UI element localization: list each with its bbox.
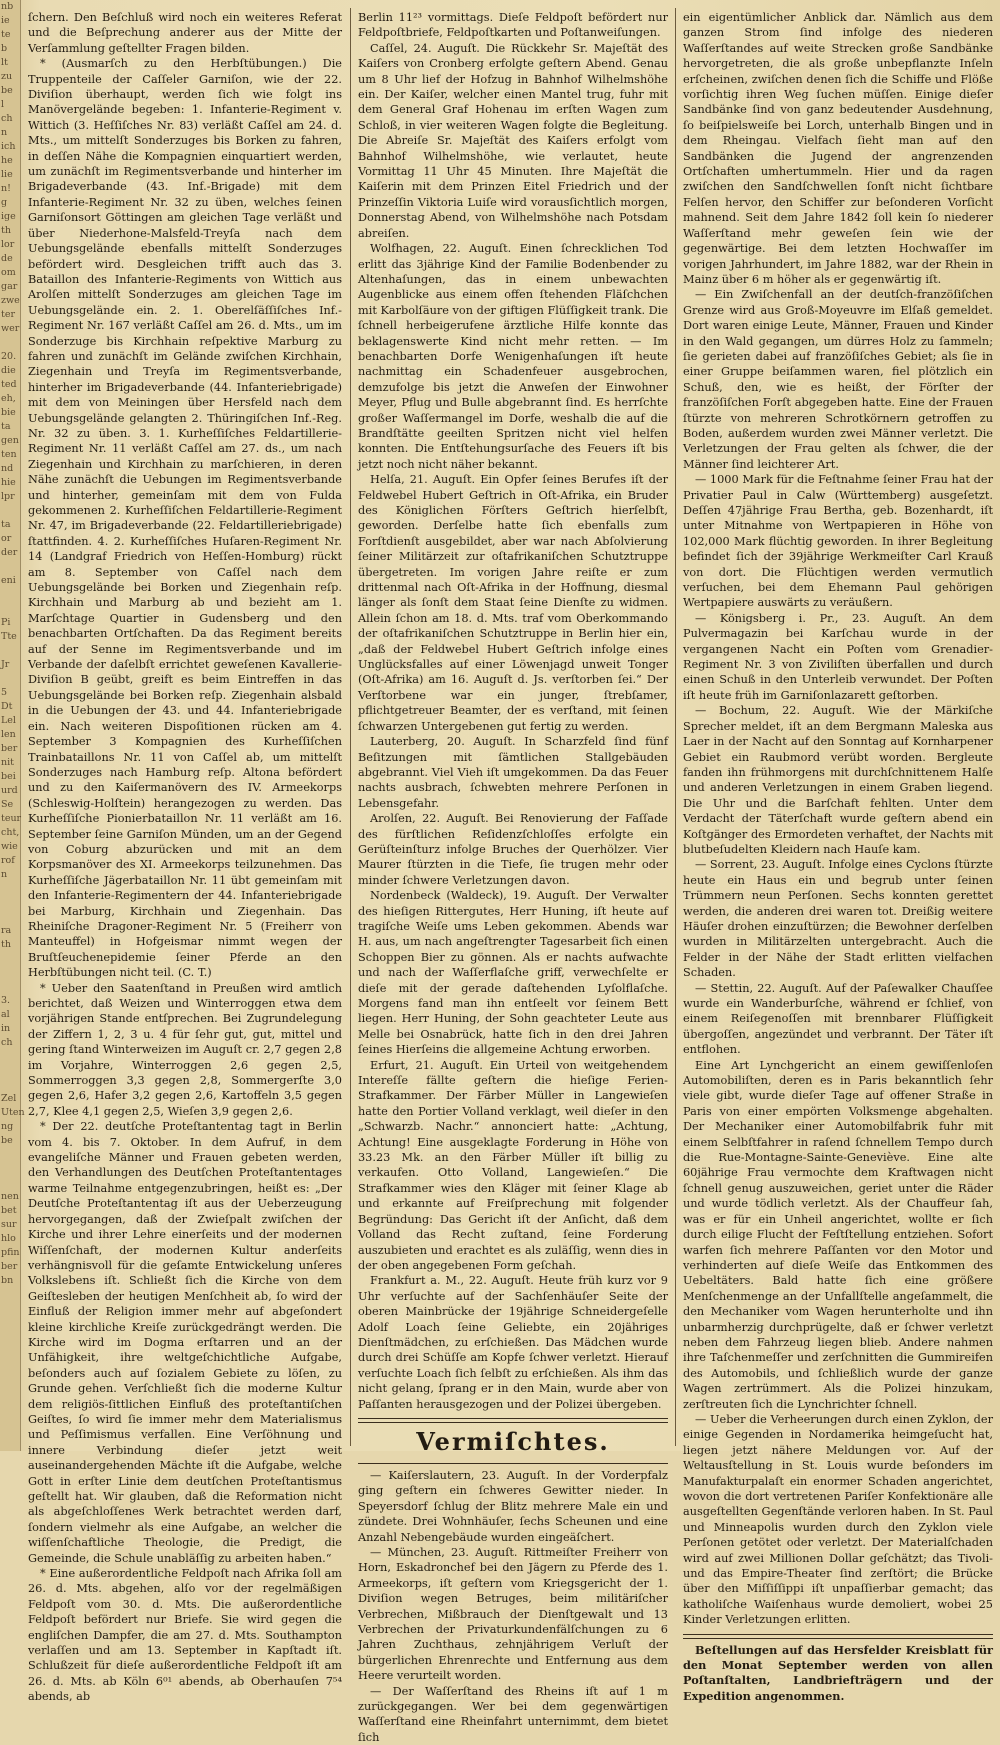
section-title-vermischtes: Vermiſchtes. xyxy=(416,1426,610,1456)
margin-fragment: bet xyxy=(1,1205,17,1216)
margin-fragment xyxy=(0,1162,20,1176)
margin-fragment: lor xyxy=(1,239,15,250)
margin-fragment: ich xyxy=(1,141,16,152)
margin-fragment: nb xyxy=(1,1,14,12)
margin-fragment xyxy=(0,1050,20,1064)
article-paragraph: ſchern. Den Beſchluß wird noch ein weiteres Referat und die Beſprechung anderer aus der Mitte der Verſammlung geſtellter Fragen bilden. xyxy=(28,11,342,55)
margin-fragment: be xyxy=(1,1135,13,1146)
margin-fragment: eh, xyxy=(1,393,16,404)
margin-fragment: he xyxy=(1,155,13,166)
margin-fragment xyxy=(0,882,20,896)
article-paragraph: Caſſel, 24. Auguſt. Die Rückkehr Sr. Majeſtät des Kaiſers von Cronberg erfolgte geſtern Abend. Genau um 8 Uhr lief der Hofzug in Bahnhof Wilhelmshöhe ein. Der Kaiſer, welcher einen Mantel trug, fuhr mit dem General Graf Hohenau im erſten Wagen zum Schloß, in vier weiteren Wagen folgte die Begleitung. Die Abreiſe Sr. Majeſtät des Kaiſers erfolgt vom Bahnhof Wilhelmshöhe, wie verlautet, heute Vormittag 11 Uhr 45 Minuten. Ihre Majeſtät die Kaiſerin mit dem Prinzen Eitel Friedrich und der Prinzeſſin Viktoria Luiſe wird vorausſichtlich morgen, Donnerstag Abend, von Wilhelmshöhe nach Potsdam abreiſen. xyxy=(358,41,668,240)
article-paragraph: * Eine außerordentliche Feldpoſt nach Afrika ſoll am 26. d. Mts. abgehen, alſo vor der regelmäßigen Feldpoſt vom 30. d. Mts. Die außerordentliche Feldpoſt befördert nur Briefe. Sie wird gegen die engliſchen Dampfer, die am 27. d. Mts. Southampton verlaſſen und am 13. September in Kapſtadt iſt. Schlußzeit für dieſe außerordentliche Feldpoſt iſt am 26. d. Mts. ab Köln 6⁰¹ abends, ab Oberhauſen 7⁵⁴ abends, ab xyxy=(28,1567,342,1704)
article-paragraph: — Sorrent, 23. Auguſt. Infolge eines Cyclons ſtürzte heute ein Haus ein und begrub unter ſeinen Trümmern neun Perſonen. Sechs konnten gerettet werden, die anderen drei waren tot. Dreißig weitere Häuſer drohen einzuſtürzen; die Bewohner derſelben wurden in Militärzelten untergebracht. Auch die Felder in der Nähe der Stadt erlitten vielfachen Schaden. xyxy=(683,858,993,980)
margin-fragment: rof xyxy=(1,855,15,866)
article-paragraph: Erfurt, 21. Auguſt. Ein Urteil von weitgehendem Intereſſe fällte geſtern die hieſige Ferien-Strafkammer. Der Färber Müller in Langewieſen hatte den Portier Volland verklagt, weil dieſer in den „Schwarzb. Nachr.“ annonciert hatte: „Achtung, Achtung! Eine ausgeklagte Forderung in Höhe von 33.23 Mk. an den Färber Müller iſt billig zu verkaufen. Otto Volland, Langewieſen.“ Die Strafkammer wies den Kläger mit ſeiner Klage ab und erkannte auf Freiſprechung mit folgender Begründung: Das Gericht iſt der Anſicht, daß dem Volland das Recht zuſtand, ſeine Forderung auszubieten und erachtet es als zuläſſig, wenn dies in der oben angegebenen Form geſchah. xyxy=(358,1058,668,1272)
margin-fragment: n! xyxy=(1,183,11,194)
margin-fragment: bn xyxy=(1,1275,14,1286)
margin-fragment: Dt xyxy=(1,701,13,712)
margin-fragment: Se xyxy=(1,799,14,810)
margin-fragment: 20. xyxy=(1,351,17,362)
margin-fragment: de xyxy=(1,253,13,264)
margin-fragment: ige xyxy=(1,211,16,222)
margin-fragment: zwe xyxy=(1,295,20,306)
margin-fragment: n xyxy=(1,127,8,138)
notice-divider xyxy=(683,1634,993,1639)
margin-fragment: bei xyxy=(1,771,16,782)
margin-fragment: Jr xyxy=(1,659,10,670)
article-paragraph: — Kaiſerslautern, 23. Auguſt. In der Vorderpfalz ging geſtern ein ſchweres Gewitter nieder. In Speyersdorf ſchlug der Blitz mehrere Male ein und zündete. Drei Wohnhäuſer, ſechs Scheunen und eine Anzahl Nebengebäude wurden eingeäſchert. xyxy=(358,1468,668,1544)
margin-fragment: Pi xyxy=(1,617,11,628)
margin-fragment xyxy=(0,504,20,518)
article-paragraph: Nordenbeck (Waldeck), 19. Auguſt. Der Verwalter des hieſigen Rittergutes, Herr Huning, iſt heute auf tragiſche Weiſe ums Leben gekommen. Abends war H. aus, um nach angeſtrengter Tagesarbeit ſich einen Schoppen Bier zu gönnen. Als er nachts aufwachte und nach der Waſſerflaſche griff, verwechſelte er dieſe mit der gerade daſtehenden Lyſolflaſche. Morgens fand man ihn entſeelt vor ſeinem Bett liegen. Herr Huning, der Sohn geachteter Leute aus Melle bei Osnabrück, hatte ſich in den drei Jahren ſeines Hierſeins die allgemeine Achtung erworben. xyxy=(358,889,668,1057)
margin-fragment: be xyxy=(1,85,13,96)
margin-fragment: Zel xyxy=(1,1093,17,1104)
article-paragraph: — Königsberg i. Pr., 23. Auguſt. An dem Pulvermagazin bei Karſchau wurde in der vergangenen Nacht ein Poſten vom Grenadier-Regiment Nr. 3 von Ziviliſten überfallen und durch einen Schuß in den Unterleib verwundet. Der Poſten iſt heute früh im Garniſonlazarett geſtorben. xyxy=(683,611,993,702)
margin-fragment: ie xyxy=(1,15,10,26)
article-paragraph: — Der Waſſerſtand des Rheins iſt auf 1 m zurückgegangen. Wer bei dem gegenwärtigen Waſſerſtand eine Rheinfahrt unternimmt, dem bietet ſich xyxy=(358,1684,668,1744)
margin-fragment xyxy=(0,1148,20,1162)
margin-fragment xyxy=(0,560,20,574)
margin-fragment: gar xyxy=(1,281,18,292)
margin-fragment: ten xyxy=(1,449,17,460)
margin-fragment: g xyxy=(1,197,8,208)
margin-fragment: ch xyxy=(1,113,13,124)
margin-fragment: sur xyxy=(1,1219,17,1230)
margin-fragment: ted xyxy=(1,379,17,390)
margin-fragment: die xyxy=(1,365,16,376)
margin-fragment xyxy=(0,980,20,994)
margin-fragment: ber xyxy=(1,743,18,754)
margin-fragment: om xyxy=(1,267,16,278)
margin-fragment: teur xyxy=(1,813,22,824)
adjacent-page-margin xyxy=(0,0,25,1451)
column-3-news xyxy=(683,10,993,1628)
margin-fragment: lpr xyxy=(1,491,15,502)
margin-fragment: wie xyxy=(1,841,18,852)
article-paragraph: — Stettin, 22. Auguſt. Auf der Paſewalker Chauſſee wurde ein Wanderburſche, während er ſchlief, von einem Reiſegenoſſen mit brennbarer Flüſſigkeit übergoſſen, angezündet und verbrannt. Der Täter iſt entflohen. xyxy=(683,981,993,1057)
column-3 xyxy=(683,10,993,1703)
margin-fragment: Tte xyxy=(1,631,17,642)
article-paragraph: Helſa, 21. Auguſt. Ein Opfer ſeines Berufes iſt der Feldwebel Hubert Geſtrich in Oſt-Afrika, ein Bruder des Königlichen Förſters Geſtrich hierſelbſt, geworden. Derſelbe hatte ſich ebenfalls zum Forſtdienſt ausgebildet, aber war nach Abſolvierung ſeiner Militärzeit zur oſtafrikaniſchen Schutztruppe übergetreten. Im vorigen Jahre reiſte er zum drittenmal nach Oſt-Afrika in der Hoffnung, diesmal länger als ſonſt dem Staat ſeine Dienſte zu widmen. Allein ſchon am 18. d. Mts. traf vom Oberkommando der oſtafrikaniſchen Schutztruppe in Berlin hier ein, „daß der Feldwebel Hubert Geſtrich infolge eines Unglücksfalles auf einer Löwenjagd unweit Tonger (Oſt-Afrika) am 16. Auguſt d. Js. verſtorben ſei.“ Der Verſtorbene war ein junger, ſtrebſamer, pflichtgetreuer Beamter, der es verſtand, mit ſeinen ſchwarzen Untergebenen gut fertig zu werden. xyxy=(358,473,668,733)
margin-fragment xyxy=(0,602,20,616)
margin-fragment xyxy=(0,336,20,350)
margin-fragment: der xyxy=(1,547,18,558)
margin-fragment: eni xyxy=(1,575,16,586)
article-paragraph: — Ueber die Verheerungen durch einen Zyklon, der einige Gegenden in Nordamerika heimgeſucht hat, liegen jetzt nähere Meldungen vor. Auf der Weltausſtellung in St. Louis wurde beſonders im Manufakturpalaſt ein enormer Schaden angerichtet, wovon die dort vertretenen Pariſer Konfektionäre alle ausgeſtellten Gegenſtände verloren haben. In St. Paul und Minneapolis wurden durch den Zyklon viele Perſonen getötet oder verletzt. Der Materialſchaden wird auf zwei Millionen Dollar geſchätzt; das Tivoli- und das Empire-Theater ſind zerſtört; die Brücke über den Miſſiſſippi iſt unpaſſierbar gemacht; das katholiſche Waiſenhaus wurde demoliert, wobei 25 Kinder Verletzungen erlitten. xyxy=(683,1412,993,1627)
column-2-vermischtes xyxy=(358,1468,668,1745)
margin-fragment: ta xyxy=(1,519,11,530)
margin-fragment: ra xyxy=(1,925,12,936)
margin-fragment xyxy=(0,644,20,658)
column-2 xyxy=(358,10,669,1744)
article-paragraph: Eine Art Lynchgericht an einem gewiſſenloſen Automobiliſten, deren es in Paris bekanntlich ſehr viele gibt, wurde dieſer Tage auf offener Straße in Paris von einer empörten Volksmenge abgehalten. Der Mechaniker einer Automobilfabrik fuhr mit einem Selbſtfahrer in raſend ſchnellem Tempo durch die Rue-Montagne-Sainte-Geneviève. Eine alte 60jährige Frau vermochte dem Kraftwagen nicht ſchnell genug auszuweichen, geriet unter die Räder und wurde tödlich verletzt. Als der Chauffeur ſah, was er für ein Unheil angerichtet, wollte er ſich durch eilige Flucht der Feſtſtellung entziehen. Sofort warfen ſich mehrere Paſſanten vor den Motor und verhinderten auf dieſe Weiſe das Entkommen des Uebeltäters. Bald hatte ſich eine größere Menſchenmenge an der Unfallſtelle angeſammelt, die den Mechaniker vom Wagen herunterholte und ihn unbarmherzig durchprügelte, daß er ſchwer verletzt neben dem Fahrzeug liegen blieb. Andere nahmen ihre Taſchenmeſſer und zerſchnitten die Gummireifen des Automobils, und ſchließlich wurde der ganze Wagen zertrümmert. Als die Polizei hinzukam, zerſtreuten ſich die Lynchrichter ſchnell. xyxy=(683,1058,993,1411)
article-paragraph: * Ueber den Saatenſtand in Preußen wird amtlich berichtet, daß Weizen und Winterroggen etwa dem vorjährigen Stande entſprechen. Bei Zugrundelegung der Ziffern 1, 2, 3 u. 4 für ſehr gut, gut, mittel und gering ſtand Winterweizen im Auguſt cr. 2,7 gegen 2,8 im Vorjahre, Winterroggen 2,6 gegen 2,5, Sommerroggen 3,3 gegen 2,8, Sommergerſte 3,0 gegen 2,6, Hafer 3,2 gegen 2,6, Kartoffeln 3,5 gegen 2,7, Klee 4,1 gegen 2,5, Wieſen 3,9 gegen 2,6. xyxy=(28,981,342,1118)
margin-fragment: hie xyxy=(1,477,16,488)
margin-fragment: urd xyxy=(1,785,18,796)
margin-fragment: l xyxy=(1,99,5,110)
margin-fragment xyxy=(0,910,20,924)
margin-fragment xyxy=(0,1078,20,1092)
article-paragraph: — München, 23. Auguſt. Rittmeiſter Freiherr von Horn, Eskadronchef bei den Jägern zu Pferde des 1. Armeekorps, iſt geſtern vom Kriegsgericht der 1. Diviſion wegen Betruges, beim militäriſcher Verbrechen, Mißbrauch der Dienſtgewalt und 13 Verbrechen der Privaturkundenfälſchungen zu 6 Jahren Zuchthaus, zehnjährigem Verluſt der bürgerlichen Ehrenrechte und Entfernung aus dem Heere verurteilt worden. xyxy=(358,1546,668,1683)
margin-fragment: b xyxy=(1,43,8,54)
column-1 xyxy=(28,10,342,1704)
margin-fragment: ch xyxy=(1,1037,13,1048)
margin-fragment: or xyxy=(1,533,12,544)
margin-fragment: hlo xyxy=(1,1233,16,1244)
margin-fragment: ter xyxy=(1,309,15,320)
article-paragraph: Wolfhagen, 22. Auguſt. Einen ſchrecklichen Tod erlitt das 3jährige Kind der Familie Bodenbender zu Altenhaſungen, das in einem unbewachten Augenblicke aus einem offen ſtehenden Fläſchchen mit Karbolſäure von der giftigen Flüſſigkeit trank. Die ſchnell herbeigerufene ärztliche Hilfe konnte das beklagenswerte Kind nicht mehr retten. — Im benachbarten Dorfe Wenigenhaſungen iſt heute nachmittag ein Schadenfeuer ausgebrochen, demzufolge bis jetzt die Anweſen der Einwohner Meyer, Pflug und Bulle abgebrannt ſind. Es herrſchte großer Waſſermangel im Dorfe, weshalb die auf die Brandſtätte geeilten Spritzen nicht viel helfen konnten. Die Entſtehungsurſache des Feuers iſt bis jetzt noch nicht näher bekannt. xyxy=(358,242,669,471)
section-divider xyxy=(358,1418,668,1423)
section-title-rule xyxy=(358,1463,668,1464)
margin-fragment: nd xyxy=(1,463,14,474)
margin-fragment xyxy=(0,966,20,980)
article-paragraph: Berlin 11²³ vormittags. Dieſe Feldpoſt befördert nur Feldpoſtbriefe, Feldpoſtkarten und Poſtanweiſungen. xyxy=(358,11,668,40)
margin-fragment: al xyxy=(1,1009,10,1020)
margin-fragment: cht, xyxy=(1,827,20,838)
column-rule-1 xyxy=(350,8,351,1446)
margin-fragment xyxy=(0,1064,20,1078)
margin-fragment: Lel xyxy=(1,715,16,726)
margin-fragment: pfin xyxy=(1,1247,20,1258)
margin-fragment xyxy=(0,896,20,910)
margin-fragment: nit xyxy=(1,757,14,768)
margin-fragment: len xyxy=(1,729,16,740)
margin-fragment xyxy=(0,952,20,966)
article-paragraph: Arolſen, 22. Auguſt. Bei Renovierung der Faſſade des fürſtlichen Reſidenzſchloſſes erfolgte ein Gerüſteinſturz infolge Bruches der Querhölzer. Vier Maurer ſtürzten in die Tiefe, ſie trugen mehr oder minder ſchwere Verletzungen davon. xyxy=(358,812,668,887)
margin-fragment: gen xyxy=(1,435,19,446)
margin-fragment: lie xyxy=(1,169,13,180)
margin-fragment: zu xyxy=(1,71,13,82)
article-paragraph: Frankfurt a. M., 22. Auguſt. Heute früh kurz vor 9 Uhr verſuchte auf der Sachſenhäuſer Seite der oberen Mainbrücke der 19jährige Schneidergeſelle Adolf Loach ſeine Geliebte, ein 20jähriges Dienſtmädchen, zu erſchießen. Das Mädchen wurde durch drei Schüſſe am Kopfe ſchwer verletzt. Hierauf verſuchte Loach ſich ſelbſt zu erſchießen. Als ihm das nicht gelang, ſprang er in den Main, wurde aber von Paſſanten herausgezogen und der Polizei übergeben. xyxy=(358,1274,668,1411)
column-2-news xyxy=(358,10,668,1412)
margin-fragment: te xyxy=(1,29,11,40)
margin-fragment: lt xyxy=(1,57,8,68)
margin-fragment xyxy=(0,672,20,686)
article-paragraph: * Der 22. deutſche Proteſtantentag tagt in Berlin vom 4. bis 7. Oktober. In dem Aufruf, in dem evangeliſche Männer und Frauen gebeten werden, den Verhandlungen des Deutſchen Proteſtantentages warme Teilnahme entgegenzubringen, heißt es: „Der Deutſche Proteſtantentag iſt aus der Ueberzeugung hervorgegangen, daß der Zwieſpalt zwiſchen der Kirche und ihrer Lehre einerſeits und der modernen Wiſſenſchaft, der modernen Kultur anderſeits verhängnisvoll für die geſamte Entwickelung unſeres Volkslebens iſt. Schließt ſich die Kirche von dem Geiſtesleben der heutigen Menſchheit ab, ſo wird der Einfluß der Religion immer mehr auf abgeſondert kleine kirchliche Kreiſe zurückgedrängt werden. Die Kirche wird im Dogma erſtarren und an der Unfähigkeit, ihre weltgeſchichtliche Aufgabe, beſonders auch auf ſozialem Gebiete zu löſen, zu Grunde gehen. Verſchließt ſich die moderne Kultur dem religiös-ſittlichen Einfluß des proteſtantiſchen Geiſtes, ſo wird ſie immer mehr dem Materialismus und Peſſimismus verfallen. Eine Verſöhnung und innere Verbindung dieſer jetzt weit auseinandergehenden Mächte iſt die Aufgabe, welche Gott in erſter Linie dem deutſchen Proteſtantismus geſtellt hat. Wir glauben, daß die Reformation nicht als abgeſchloſſenes Werk betrachtet werden darf, ſondern vielmehr als eine Aufgabe, an welcher die wiſſenſchaftliche Theologie, die Predigt, die Gemeinde, die Schule unabläſſig zu arbeiten haben.“ xyxy=(28,1120,342,1565)
margin-fragment: ng xyxy=(1,1121,14,1132)
column-rule-2 xyxy=(675,8,676,1446)
margin-fragment: n xyxy=(1,869,8,880)
article-paragraph: ein eigentümlicher Anblick dar. Nämlich aus dem ganzen Strom ſind infolge des niederen Waſſerſtandes auf weite Strecken große Sandbänke hervorgetreten, die als große unbepflanzte Inſeln erſcheinen, zwiſchen denen ſich die Schiffe und Flöße vorſichtig ihren Weg ſuchen müſſen. Einige dieſer Sandbänke ſind von ganz bedeutender Ausdehnung, ſo beiſpielsweiſe bei Lorch, unterhalb Bingen und in dem Rheingau. Vielfach ſieht man auf den Sandbänken die Jugend der angrenzenden Ortſchaften umhertummeln. Hier und da ragen zwiſchen den Sandſchwellen ſonſt nicht ſichtbare Felſen hervor, den Schiffer zur beſonderen Vorſicht mahnend. Seit dem Jahre 1842 ſoll kein ſo niederer Waſſerſtand mehr geweſen ſein wie der gegenwärtige. Bei dem letzten Hochwaſſer im vorigen Jahrhundert, im Jahre 1882, war der Rhein in Mainz über 6 m höher als er gegenwärtig iſt. xyxy=(683,11,993,286)
article-paragraph: Lauterberg, 20. Auguſt. In Scharzfeld ſind fünf Beſitzungen mit ſämtlichen Stallgebäuden abgebrannt. Viel Vieh iſt umgekommen. Da das Feuer nachts ausbrach, ſchwebten mehrere Perſonen in Lebensgefahr. xyxy=(358,735,668,810)
margin-fragment: Uten xyxy=(1,1107,25,1118)
article-paragraph: * (Ausmarſch zu den Herbſtübungen.) Die Truppenteile der Caſſeler Garniſon, wie der 22. Diviſion überhaupt, werden ſich wie folgt ins Manövergelände begeben: 1. Infanterie-Regiment v. Wittich (3. Heſſiſches Nr. 83) verläßt Caſſel am 24. d. Mts., um mittelſt Sonderzuges bis Borken zu fahren, in deſſen Nähe die Kompagnien einquartiert werden, um zunächſt im Regimentsverbande und hinterher im Brigadeverbande (43. Inf.-Brigade) mit dem Infanterie-Regiment Nr. 32 zu üben, welches ſeinen Garniſonsort Göttingen am gleichen Tage verläßt und über Niederhone-Malsfeld-Treyſa nach dem Uebungsgelände ebenfalls mittelſt Sonderzuges befördert wird. Desgleichen trifft auch das 3. Bataillon des Infanterie-Regiments von Wittich aus Arolſen mittelſt Sonderzuges am gleichen Tage im Uebungsgelände ein. 2. 1. Oberelſäſſiſches Inf.-Regiment Nr. 167 verläßt Caſſel am 26. d. Mts., um im Sonderzuge bis Kirchhain reſpektive Marburg zu fahren und zunächſt im Gelände zwiſchen Kirchhain, Ziegenhain und Treyſa im Regimentsverbande, hinterher im Brigadeverbande (44. Infanteriebrigade) mit dem von Meiningen über Hersfeld nach dem Uebungsgelände gelangten 2. Thüringiſchen Inf.-Reg. Nr. 32 zu üben. 3. 1. Kurheſſiſches Feldartillerie-Regiment Nr. 11 verläßt Caſſel am 27. ds., um nach Ziegenhain und Kirchhain zu marſchieren, in deren Nähe zunächſt die Uebungen im Regimentsverbande und hinterher, gemeinſam mit dem von Fulda gekommenen 2. Kurheſſiſchen Feldartillerie-Regiment Nr. 47, im Brigadeverbande (22. Feldartilleriebrigade) ſtattfinden. 4. 2. Kurheſſiſches Huſaren-Regiment Nr. 14 (Landgraf Friedrich von Heſſen-Homburg) rückt am 8. September von Caſſel nach dem Uebungsgelände bei Borken und Ziegenhain reſp. Kirchhain und Marburg ab und bezieht am 1. Marſchtage Quartier in Gudensberg und den benachbarten Ortſchaften. Da das Regiment bereits auf der Senne im Regimentsverbande und im Verbande der daſelbſt errichtet geweſenen Kavallerie-Diviſion B geübt, greift es beim Eintreffen in das Uebungsgelände bei Borken reſp. Ziegenhain alsbald in die Uebungen der 43. und 44. Infanteriebrigade ein. Nach weiteren Dispoſitionen rücken am 4. September 3 Kompagnien des Kurheſſiſchen Trainbataillons Nr. 11 von Caſſel ab, um mittelſt Sonderzuges nach Hamburg reſp. Altona befördert und zu den Kaiſermanövern des IV. Armeekorps (Schleswig-Holſtein) herangezogen zu werden. Das Kurheſſiſche Pionierbataillon Nr. 11 verläßt am 16. September ſeine Garniſon Münden, um an der Gegend von Coburg abzurücken und mit an dem Korpsmanöver des XI. Armeekorps teilzunehmen. Das Kurheſſiſche Jägerbataillon Nr. 11 übt gemeinſam mit den Infanterie-Regimentern der 44. Infanteriebrigade bei Marburg, Kirchhain und Ziegenhain. Das Rheiniſche Dragoner-Regiment Nr. 5 (Freiherr von Manteuffel) in Hofgeismar nimmt wegen der Bruſtſeuchenepidemie ſeiner Pferde an den Herbſtübungen nicht teil. (C. T.) xyxy=(28,57,342,980)
article-paragraph: — 1000 Mark für die Feſtnahme ſeiner Frau hat der Privatier Paul in Calw (Württemberg) ausgeſetzt. Deſſen 47jährige Frau Bertha, geb. Bozenhardt, iſt unter Mitnahme von Wertpapieren in Höhe von 102,000 Mark flüchtig geworden. In ihrer Begleitung befindet ſich der 39jährige Werkmeiſter Carl Krauß von dort. Die Flüchtigen werden vermutlich verſuchen, bei dem Ehemann Paul gehörigen Wertpapiere auswärts zu veräußern. xyxy=(683,473,993,610)
margin-fragment: wer xyxy=(1,323,20,334)
margin-fragment: ta xyxy=(1,421,11,432)
margin-fragment: th xyxy=(1,939,11,950)
margin-fragment xyxy=(0,1176,20,1190)
margin-fragment: ber xyxy=(1,1261,18,1272)
margin-fragment xyxy=(0,588,20,602)
margin-fragment: nen xyxy=(1,1191,19,1202)
margin-fragment: th xyxy=(1,225,11,236)
article-paragraph: — Ein Zwiſchenfall an der deutſch-franzöſiſchen Grenze wird aus Groß-Moyeuvre im Elſaß gemeldet. Dort waren einige Leute, Männer, Frauen und Kinder in den Wald gegangen, um dürres Holz zu ſammeln; ſie gerieten dabei auf franzöſiſches Gebiet; als ſie in einer Gruppe beiſammen waren, fiel plötzlich ein Schuß, den, wie es heißt, der Förſter der franzöſiſchen Forſt abgegeben hatte. Eine der Frauen ſtürzte von mehreren Schrotkörnern getroffen zu Boden, außerdem wurden zwei Männer verletzt. Die Verletzungen der Frau gelten als ſchwer, die der Männer ſind leichterer Art. xyxy=(683,288,993,471)
margin-fragment: 5 xyxy=(1,687,8,698)
margin-fragment: in xyxy=(1,1023,11,1034)
margin-fragment: 3. xyxy=(1,995,11,1006)
article-paragraph: — Bochum, 22. Auguſt. Wie der Märkiſche Sprecher meldet, iſt an dem Bergmann Maleska aus Laer in der Nacht auf den Sonntag auf Kornharpener Gebiet ein Raubmord verübt worden. Bergleute fanden ihn frühmorgens mit durchſchnittenem Halſe und anderen Verletzungen in einem Graben liegend. Die Uhr und die Barſchaft fehlten. Unter dem Verdacht der Täterſchaft wurde geſtern abend ein Koſtgänger des Ermordeten verhaftet, der Nachts mit blutbeſudelten Kleidern nach Hauſe kam. xyxy=(683,704,993,856)
margin-fragment: bie xyxy=(1,407,16,418)
subscription-notice: Beſtellungen auf das Hersfelder Kreisblatt für den Monat September werden von allen Poſtanſtalten, Landbriefträgern und der Expedition angenommen. xyxy=(683,1642,993,1703)
